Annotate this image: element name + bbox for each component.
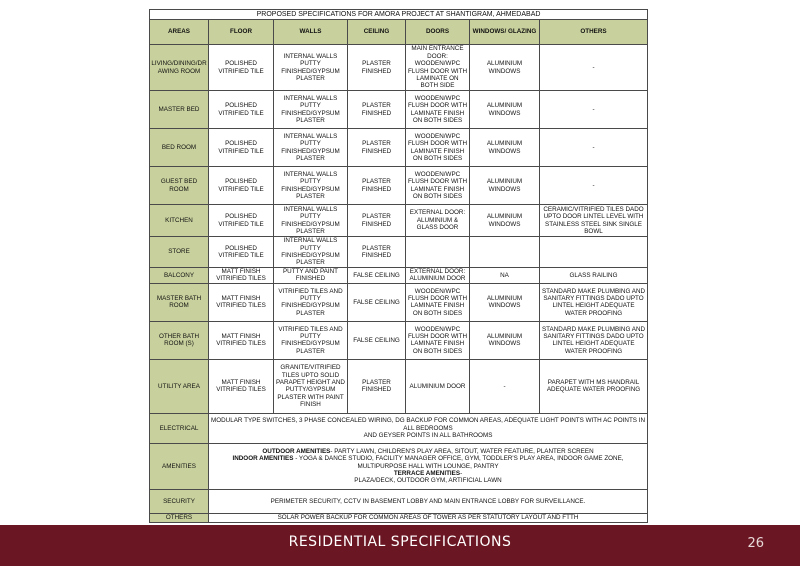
terrace-amenities-list: PLAZA/DECK, OUTDOOR GYM, ARTIFICIAL LAWN: [354, 477, 502, 485]
amenities-text: [209, 443, 648, 489]
ceiling-cell: FALSE CEILING: [348, 321, 406, 359]
others-row: [150, 513, 648, 522]
doors-cell: WOODEN/WPC FLUSH DOOR WITH LAMINATE FINISH ON BOTH SIDES: [406, 283, 470, 321]
area-cell: LIVING/DINING/DR AWING ROOM: [150, 45, 209, 91]
windows-cell: NA: [470, 268, 540, 284]
indoor-amenities-list: - YOGA & DANCE STUDIO, FACILITY MANAGER OFFICE, GYM, TODDLER'S PLAY AREA, INDOOR GAME ZONE, MULTIPURPOSE HALL WITH LOUNGE, PANTRY: [293, 455, 624, 470]
terrace-amenities-line: [210, 470, 646, 477]
floor-cell: MATT FINISH VITRIFIED TILES: [209, 321, 274, 359]
footer-title: RESIDENTIAL SPECIFICATIONS: [288, 534, 512, 550]
doors-cell: WOODEN/WPC FLUSH DOOR WITH LAMINATE FINISH ON BOTH SIDES: [406, 167, 470, 205]
header-windows-glazing: WINDOWS/ GLAZING: [470, 20, 540, 45]
area-cell: UTILITY AREA: [150, 359, 209, 413]
windows-cell: ALUMINIUM WINDOWS: [470, 283, 540, 321]
table-row: [150, 268, 648, 284]
electrical-label: ELECTRICAL: [150, 413, 209, 443]
ceiling-cell: PLASTER FINISHED: [348, 45, 406, 91]
walls-cell: VITRIFIED TILES AND PUTTY FINISHED/GYPSUM PLASTER: [274, 283, 348, 321]
ceiling-cell: PLASTER FINISHED: [348, 359, 406, 413]
ceiling-cell: PLASTER FINISHED: [348, 91, 406, 129]
others-cell: STANDARD MAKE PLUMBING AND SANITARY FITTINGS DADO UPTO LINTEL HEIGHT ADEQUATE WATER PROOFING: [540, 321, 648, 359]
area-cell: OTHER BATH ROOM (S): [150, 321, 209, 359]
floor-cell: POLISHED VITRIFIED TILE: [209, 129, 274, 167]
ceiling-cell: PLASTER FINISHED: [348, 167, 406, 205]
others-cell: CERAMIC/VITRIFIED TILES DADO UPTO DOOR LINTEL LEVEL WITH STAINLESS STEEL SINK SINGLE BOWL: [540, 205, 648, 237]
walls-cell: PUTTY AND PAINT FINISHED: [274, 268, 348, 284]
doors-cell: MAIN ENTRANCE DOOR: WOODEN/WPC FLUSH DOOR WITH LAMINATE ON BOTH SIDE: [406, 45, 470, 91]
area-cell: BALCONY: [150, 268, 209, 284]
header-doors: DOORS: [406, 20, 470, 45]
area-cell: STORE: [150, 237, 209, 268]
windows-cell: ALUMINIUM WINDOWS: [470, 205, 540, 237]
table-row: [150, 359, 648, 413]
area-cell: MASTER BED: [150, 91, 209, 129]
floor-cell: POLISHED VITRIFIED TILE: [209, 167, 274, 205]
outdoor-amenities-list: - PARTY LAWN, CHILDREN'S PLAY AREA, SITOUT, WATER FEATURE, PLANTER SCREEN: [330, 447, 594, 455]
doors-cell: WOODEN/WPC FLUSH DOOR WITH LAMINATE FINISH ON BOTH SIDES: [406, 91, 470, 129]
others-label: OTHERS: [150, 513, 209, 522]
walls-cell: INTERNAL WALLS PUTTY FINISHED/GYPSUM PLASTER: [274, 205, 348, 237]
table-row: [150, 283, 648, 321]
header-ceiling: CEILING: [348, 20, 406, 45]
windows-cell: ALUMINIUM WINDOWS: [470, 91, 540, 129]
security-row: [150, 489, 648, 513]
electrical-line-1: MODULAR TYPE SWITCHES, 3 PHASE CONCEALED WIRING, DG BACKUP FOR COMMON AREAS, ADEQUATE LIGHT POINTS WITH AC POINTS IN ALL BEDROOMS: [210, 417, 646, 432]
doors-cell: ALUMINIUM DOOR: [406, 359, 470, 413]
walls-cell: INTERNAL WALLS PUTTY FINISHED/GYPSUM PLASTER: [274, 167, 348, 205]
table-row: [150, 205, 648, 237]
floor-cell: POLISHED VITRIFIED TILE: [209, 45, 274, 91]
walls-cell: GRANITE/VITRIFIED TILES UPTO SOLID PARAPET HEIGHT AND PUTTY/GYPSUM PLASTER WITH PAINT FINISH: [274, 359, 348, 413]
header-floor: FLOOR: [209, 20, 274, 45]
indoor-amenities-line: [210, 455, 646, 470]
area-cell: BED ROOM: [150, 129, 209, 167]
electrical-line-2: AND GEYSER POINTS IN ALL BATHROOMS: [363, 432, 493, 440]
security-label: SECURITY: [150, 489, 209, 513]
floor-cell: POLISHED VITRIFIED TILE: [209, 91, 274, 129]
ceiling-cell: FALSE CEILING: [348, 268, 406, 284]
windows-cell: ALUMINIUM WINDOWS: [470, 167, 540, 205]
security-text: PERIMETER SECURITY, CCTV IN BASEMENT LOBBY AND MAIN ENTRANCE LOBBY FOR SURVEILLANCE.: [209, 489, 648, 513]
windows-cell: -: [470, 359, 540, 413]
ceiling-cell: FALSE CEILING: [348, 283, 406, 321]
walls-cell: INTERNAL WALLS PUTTY FINISHED/GYPSUM PLASTER: [274, 237, 348, 268]
table-row: [150, 321, 648, 359]
walls-cell: INTERNAL WALLS PUTTY FINISHED/GYPSUM PLASTER: [274, 129, 348, 167]
amenities-row: [150, 443, 648, 489]
floor-cell: POLISHED VITRIFIED TILE: [209, 237, 274, 268]
table-row: [150, 129, 648, 167]
ceiling-cell: PLASTER FINISHED: [348, 205, 406, 237]
windows-cell: [470, 237, 540, 268]
electrical-text: [209, 413, 648, 443]
doors-cell: EXTERNAL DOOR: ALUMINIUM & GLASS DOOR: [406, 205, 470, 237]
floor-cell: POLISHED VITRIFIED TILE: [209, 205, 274, 237]
others-cell: -: [540, 129, 648, 167]
others-cell: [540, 237, 648, 268]
others-text: SOLAR POWER BACKUP FOR COMMON AREAS OF TOWER AS PER STATUTORY LAYOUT AND FTTH: [209, 513, 648, 522]
table-title: PROPOSED SPECIFICATIONS FOR AMORA PROJECT AT SHANTIGRAM, AHMEDABAD: [150, 10, 648, 20]
walls-cell: INTERNAL WALLS PUTTY FINISHED/GYPSUM PLASTER: [274, 91, 348, 129]
walls-cell: INTERNAL WALLS PUTTY FINISHED/GYPSUM PLASTER: [274, 45, 348, 91]
doors-cell: EXTERNAL DOOR: ALUMINIUM DOOR: [406, 268, 470, 284]
others-cell: PARAPET WITH MS HANDRAIL ADEQUATE WATER PROOFING: [540, 359, 648, 413]
header-areas: AREAS: [150, 20, 209, 45]
header-others: OTHERS: [540, 20, 648, 45]
others-cell: -: [540, 91, 648, 129]
windows-cell: ALUMINIUM WINDOWS: [470, 45, 540, 91]
doors-cell: WOODEN/WPC FLUSH DOOR WITH LAMINATE FINISH ON BOTH SIDES: [406, 129, 470, 167]
electrical-row: [150, 413, 648, 443]
header-row: [150, 20, 648, 45]
ceiling-cell: PLASTER FINISHED: [348, 237, 406, 268]
terrace-amenities-dash: -: [460, 470, 463, 478]
others-cell: GLASS RAILING: [540, 268, 648, 284]
outdoor-amenities-line: [210, 448, 646, 455]
floor-cell: MATT FINISH VITRIFIED TILES: [209, 268, 274, 284]
floor-cell: MATT FINISH VITRIFIED TILES: [209, 283, 274, 321]
floor-cell: MATT FINISH VITRIFIED TILES: [209, 359, 274, 413]
doors-cell: [406, 237, 470, 268]
walls-cell: VITRIFIED TILES AND PUTTY FINISHED/GYPSUM PLASTER: [274, 321, 348, 359]
doors-cell: WOODEN/WPC FLUSH DOOR WITH LAMINATE FINISH ON BOTH SIDES: [406, 321, 470, 359]
windows-cell: ALUMINIUM WINDOWS: [470, 129, 540, 167]
others-cell: -: [540, 45, 648, 91]
page-number: 26: [747, 536, 764, 551]
indoor-amenities-heading: INDOOR AMENITIES: [232, 455, 294, 463]
header-walls: WALLS: [274, 20, 348, 45]
amenities-label: AMENITIES: [150, 443, 209, 489]
ceiling-cell: PLASTER FINISHED: [348, 129, 406, 167]
others-cell: STANDARD MAKE PLUMBING AND SANITARY FITTINGS DADO UPTO LINTEL HEIGHT ADEQUATE WATER PROOFING: [540, 283, 648, 321]
area-cell: GUEST BED ROOM: [150, 167, 209, 205]
footer-band: [0, 525, 800, 566]
windows-cell: ALUMINIUM WINDOWS: [470, 321, 540, 359]
others-cell: -: [540, 167, 648, 205]
table-row: [150, 91, 648, 129]
specification-sheet: [149, 9, 647, 523]
outdoor-amenities-heading: OUTDOOR AMENITIES: [262, 447, 331, 455]
table-row: [150, 167, 648, 205]
table-row: [150, 237, 648, 268]
terrace-amenities-heading: TERRACE AMENITIES: [393, 470, 461, 478]
area-cell: MASTER BATH ROOM: [150, 283, 209, 321]
table-row: [150, 45, 648, 91]
specification-table: [149, 9, 648, 523]
area-cell: KITCHEN: [150, 205, 209, 237]
